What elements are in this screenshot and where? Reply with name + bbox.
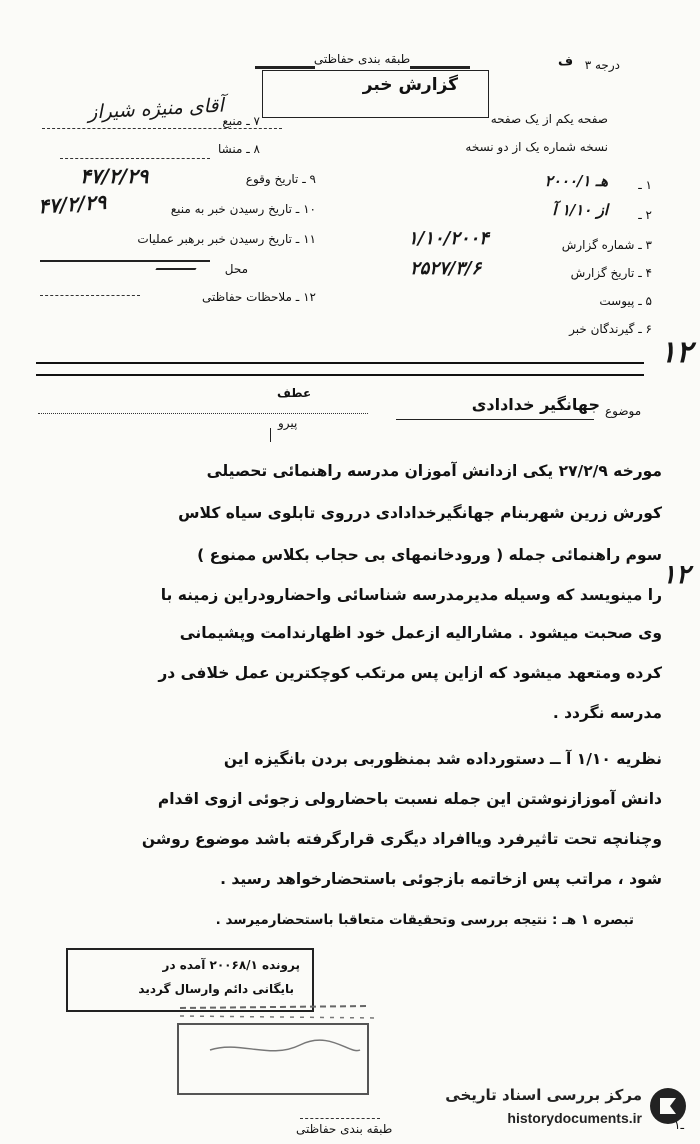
notes-field: ۱۲ ـ ملاحظات حفاظتی	[202, 290, 316, 304]
source-field: ۷ ـ منبع	[222, 114, 260, 128]
ref-tick	[270, 428, 272, 442]
body-line-6: کرده ومتعهد میشود که ازاین پس مرتکب کوچکترین عمل خلافی در	[158, 664, 662, 682]
body-line-2: کورش زرین شهربنام جهانگیرخدادادی درروی تابلوی سیاه کلاس	[178, 504, 662, 522]
receipt-date-value: ۴۷/۲/۲۹	[37, 189, 108, 219]
subject-label: موضوع	[605, 404, 642, 418]
report-date-field: ۴ ـ تاریخ گزارش	[570, 266, 652, 280]
body-line-7: مدرسه نگردد .	[552, 704, 662, 722]
header-margin-number: ۱۲	[660, 335, 693, 370]
body-margin-number: ۱۲	[662, 560, 690, 590]
name-underline	[42, 128, 282, 129]
report-title-box	[262, 70, 489, 118]
archive-stamp-line1: پرونده ۲۰۰۶۸/۱ آمده در	[162, 958, 300, 972]
classification-dash-left	[255, 66, 315, 69]
receipt-date-field: ۱۰ ـ تاریخ رسیدن خبر به منبع	[170, 202, 316, 216]
body-line-5: وی صحبت میشود . مشارالیه ازعمل خود اظهارندامت وپشیمانی	[179, 624, 662, 642]
footnote: تبصره ۱ هـ : نتیجه بررسی وتحقیقات متعاقبا باستحضارمیرسد .	[215, 912, 634, 928]
page-degree: درجه ۳	[584, 58, 620, 72]
ref-label: عطف	[277, 386, 312, 400]
body-line-11: شود ، مراتب پس ازخاتمه بازجوئی باستحضارخواهد رسید .	[220, 870, 662, 888]
handwritten-name: آقای منیژه شیراز	[87, 94, 225, 124]
body-line-1: مورخه ۲۷/۲/۹ یکی ازدانش آموزان مدرسه راهنمائی تحصیلی	[206, 462, 662, 480]
origin-field: ۸ ـ منشا	[217, 142, 260, 156]
report-title: گزارش خبر	[362, 75, 458, 95]
location-field: محل	[224, 262, 248, 276]
notes-line	[40, 295, 140, 296]
classification-title-top: طبقه بندی حفاظتی	[313, 52, 411, 66]
header-separator-2	[36, 374, 644, 376]
recipients-field: ۶ ـ گیرندگان خبر	[569, 322, 652, 336]
ops-date-field: ۱۱ ـ تاریخ رسیدن خبر برهبر عملیات	[137, 232, 316, 246]
page-info: صفحه یکم از یک صفحه	[490, 112, 608, 126]
row2-field: ۲ ـ	[638, 208, 652, 222]
watermark	[408, 1078, 688, 1138]
archive-stamp-line2: بایگانی دائم وارسال گردید	[138, 982, 294, 996]
attachments-field: ۵ ـ پیوست	[599, 294, 652, 308]
ref-sub: پیرو	[278, 416, 298, 430]
copy-info: نسخه شماره یک از دو نسخه	[465, 140, 608, 154]
row1-field: ۱ ـ	[638, 178, 652, 192]
event-date-value: ۴۷/۲/۲۹	[80, 164, 149, 188]
report-no-field: ۳ ـ شماره گزارش	[561, 238, 652, 252]
body-line-8: نظریه ۱/۱۰ آ ــ دستورداده شد بمنظوربی بردن بانگیزه این	[223, 750, 662, 768]
footer-corner-mark: ۱ـ	[674, 1118, 684, 1132]
row2-value: از ۱/۱۰ آ	[552, 201, 608, 219]
subject-value: جهانگیر خدادادی	[471, 395, 600, 414]
classification-dash-right	[410, 66, 470, 69]
body-line-10: وچنانچه تحت تاثیرفرد ویاافراد دیگری قرارگرفته باشد موضوع روشن	[141, 830, 662, 848]
header-separator-1	[36, 362, 644, 364]
body-line-9: دانش آموزازنوشتن این جمله نسبت باحضارولی زجوئی ازوی اقدام	[157, 790, 662, 808]
body-line-4: را مینویسد که وسیله مدیرمدرسه شناسائی واحضارودراین زمینه با	[160, 586, 662, 604]
watermark-site: historydocuments.ir	[507, 1110, 642, 1126]
origin-underline	[60, 158, 210, 159]
footer-rule	[300, 1118, 380, 1119]
event-date-field: ۹ ـ تاریخ وقوع	[245, 172, 316, 186]
watermark-org: مرکز بررسی اسناد تاریخی	[445, 1086, 642, 1104]
report-date-value: ۲۵۲۷/۳/۶	[410, 258, 482, 279]
report-no-value: ۱/۱۰/۲۰۰۴	[408, 228, 489, 249]
faint-stamp-marks	[150, 1000, 450, 1100]
page-mark: ف	[558, 54, 574, 69]
row1-value: ۲۰۰۰/۱ هـ	[544, 172, 608, 190]
footer-classification: طبقه بندی حفاظتی	[296, 1122, 393, 1136]
subject-underline	[396, 419, 594, 420]
body-line-3: سوم راهنمائی جمله ( ورودخانمهای بی حجاب بکلاس ممنوع )	[197, 546, 662, 564]
ref-underline	[38, 413, 368, 414]
